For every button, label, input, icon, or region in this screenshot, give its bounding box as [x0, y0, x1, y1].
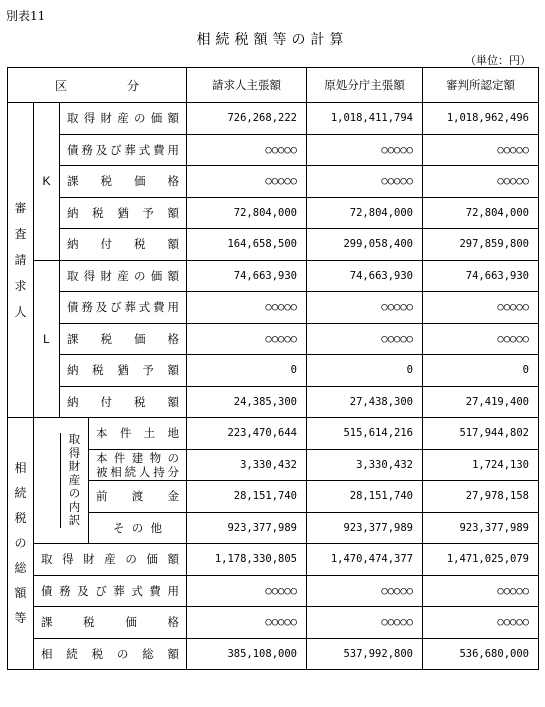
- agency-value: 28,151,740: [307, 481, 423, 513]
- table-header-row: [8, 68, 539, 103]
- claim-value: 28,151,740: [187, 481, 307, 513]
- row-label: 課税価格: [34, 607, 187, 639]
- agency-value: ○○○○○: [307, 292, 423, 324]
- row-label: 取得財産の価額: [60, 260, 187, 292]
- claim-value: 3,330,432: [187, 449, 307, 481]
- acquired-property-breakdown-label: 取 得 財 産 の 内 訳: [34, 418, 89, 544]
- agency-value: 923,377,989: [307, 512, 423, 544]
- tribunal-value: ○○○○○: [423, 166, 539, 198]
- agency-value: 537,992,800: [307, 638, 423, 670]
- tribunal-value: ○○○○○: [423, 575, 539, 607]
- row-label: 納付税額: [60, 229, 187, 261]
- header-tribunal-amount: 審判所認定額: [423, 68, 539, 103]
- tribunal-value: 27,978,158: [423, 481, 539, 513]
- claim-value: ○○○○○: [187, 607, 307, 639]
- agency-value: ○○○○○: [307, 134, 423, 166]
- tribunal-value: 1,018,962,496: [423, 103, 539, 135]
- claim-value: 24,385,300: [187, 386, 307, 418]
- claim-value: 726,268,222: [187, 103, 307, 135]
- claim-value: 0: [187, 355, 307, 387]
- claim-value: ○○○○○: [187, 166, 307, 198]
- row-label: 本件土地: [89, 418, 187, 450]
- row-label: 前渡金: [89, 481, 187, 513]
- claim-value: 923,377,989: [187, 512, 307, 544]
- table-row: [8, 386, 539, 418]
- unit-label: （単位：円）: [465, 54, 531, 67]
- row-label: 課税価格: [60, 323, 187, 355]
- page-title: 相続税額等の計算: [196, 32, 349, 48]
- row-label: 納税猶予額: [60, 197, 187, 229]
- table-row: [8, 103, 539, 135]
- claim-value: 223,470,644: [187, 418, 307, 450]
- agency-value: ○○○○○: [307, 607, 423, 639]
- tribunal-value: 27,419,400: [423, 386, 539, 418]
- claim-value: 1,178,330,805: [187, 544, 307, 576]
- group-label-claimants: 審 査 請 求 人: [8, 103, 34, 418]
- row-label: 課税価格: [60, 166, 187, 198]
- header-agency-amount: 原処分庁主張額: [307, 68, 423, 103]
- tribunal-value: 1,471,025,079: [423, 544, 539, 576]
- header-division: 区 分: [8, 68, 187, 103]
- appendix-label: 別表11: [6, 9, 46, 23]
- claim-value: 164,658,500: [187, 229, 307, 261]
- tribunal-value: 0: [423, 355, 539, 387]
- row-label: 納付税額: [60, 386, 187, 418]
- row-label: その他: [89, 512, 187, 544]
- tribunal-value: ○○○○○: [423, 607, 539, 639]
- table-row: [8, 418, 539, 450]
- agency-value: ○○○○○: [307, 323, 423, 355]
- table-row: [8, 292, 539, 324]
- row-label: 本件建物の 被相続人持分: [89, 449, 187, 481]
- table-row: [8, 355, 539, 387]
- claim-value: 385,108,000: [187, 638, 307, 670]
- agency-value: 27,438,300: [307, 386, 423, 418]
- table-row: [8, 134, 539, 166]
- header-claimant-amount: 請求人主張額: [187, 68, 307, 103]
- tribunal-value: 74,663,930: [423, 260, 539, 292]
- row-label: 納税猶予額: [60, 355, 187, 387]
- row-label: 債務及び葬式費用: [60, 134, 187, 166]
- claim-value: ○○○○○: [187, 134, 307, 166]
- claim-value: 74,663,930: [187, 260, 307, 292]
- tribunal-value: ○○○○○: [423, 134, 539, 166]
- table-row: [8, 544, 539, 576]
- table-row: [8, 166, 539, 198]
- group-label-total-tax: 相 続 税 の 総 額 等: [8, 418, 34, 670]
- row-label: 取得財産の価額: [34, 544, 187, 576]
- agency-value: 0: [307, 355, 423, 387]
- table-row: [8, 575, 539, 607]
- claim-value: ○○○○○: [187, 292, 307, 324]
- tax-table-wrapper: [7, 67, 539, 670]
- table-row: [8, 638, 539, 670]
- tribunal-value: 72,804,000: [423, 197, 539, 229]
- claim-value: ○○○○○: [187, 575, 307, 607]
- table-row: [8, 260, 539, 292]
- claimant-k-label: K: [34, 103, 60, 261]
- tribunal-value: 536,680,000: [423, 638, 539, 670]
- tribunal-value: 1,724,130: [423, 449, 539, 481]
- agency-value: ○○○○○: [307, 575, 423, 607]
- table-row: [8, 197, 539, 229]
- table-row: [8, 229, 539, 261]
- agency-value: 3,330,432: [307, 449, 423, 481]
- agency-value: 1,018,411,794: [307, 103, 423, 135]
- row-label: 取得財産の価額: [60, 103, 187, 135]
- tribunal-value: ○○○○○: [423, 323, 539, 355]
- tax-calculation-table: [7, 67, 539, 670]
- row-label: 債務及び葬式費用: [34, 575, 187, 607]
- tribunal-value: ○○○○○: [423, 292, 539, 324]
- claim-value: 72,804,000: [187, 197, 307, 229]
- agency-value: 299,058,400: [307, 229, 423, 261]
- tribunal-value: 297,859,800: [423, 229, 539, 261]
- agency-value: 74,663,930: [307, 260, 423, 292]
- claimant-l-label: L: [34, 260, 60, 418]
- table-row: [8, 323, 539, 355]
- tribunal-value: 923,377,989: [423, 512, 539, 544]
- agency-value: 72,804,000: [307, 197, 423, 229]
- agency-value: 515,614,216: [307, 418, 423, 450]
- agency-value: ○○○○○: [307, 166, 423, 198]
- row-label: 相続税の総額: [34, 638, 187, 670]
- row-label: 債務及び葬式費用: [60, 292, 187, 324]
- tribunal-value: 517,944,802: [423, 418, 539, 450]
- agency-value: 1,470,474,377: [307, 544, 423, 576]
- claim-value: ○○○○○: [187, 323, 307, 355]
- table-row: [8, 607, 539, 639]
